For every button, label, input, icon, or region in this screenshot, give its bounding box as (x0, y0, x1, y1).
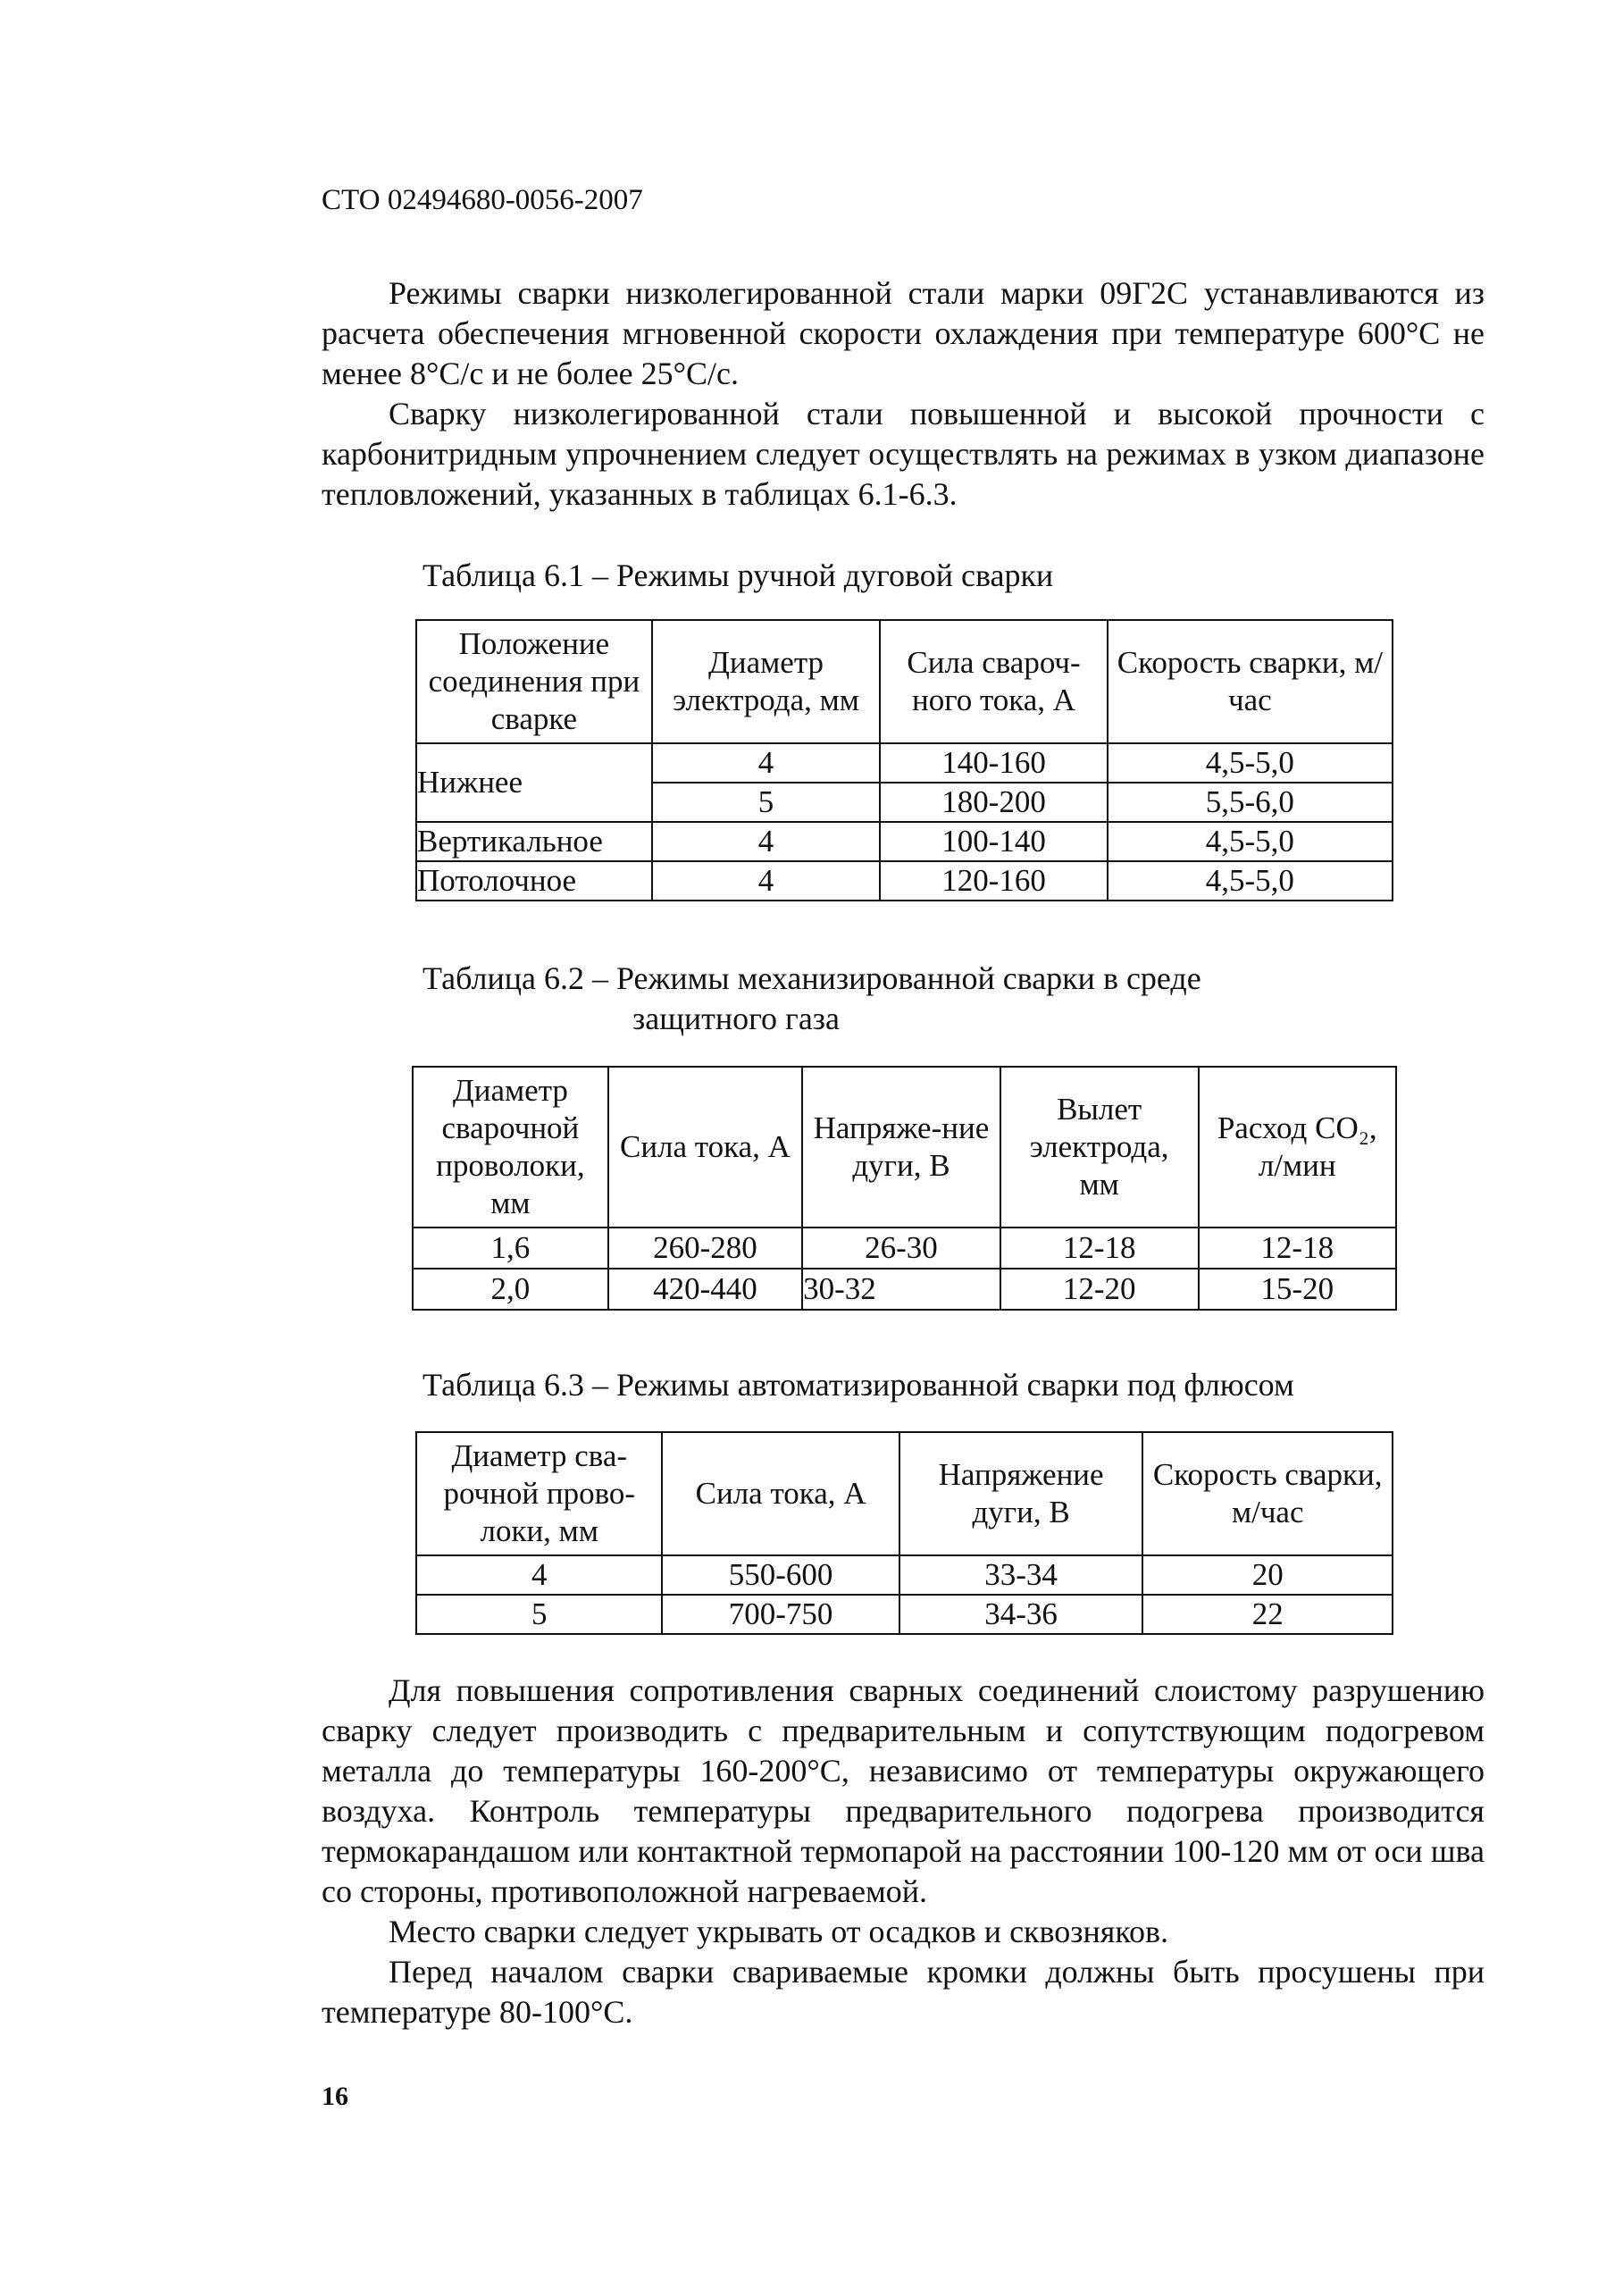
table-cell: 22 (1142, 1595, 1393, 1634)
table-6-2 (412, 1066, 1397, 1311)
table-cell: 4 (652, 861, 881, 901)
closing-paragraphs (322, 1671, 1485, 2032)
header-cell: Скорость сварки, м/час (1108, 620, 1393, 743)
table-cell: 5 (652, 783, 881, 822)
table-cell: 420-440 (608, 1269, 802, 1310)
header-cell: Напряже-ние дуги, В (802, 1067, 1000, 1228)
table-cell: 4 (416, 1555, 662, 1595)
header-cell: Расход CO₂, л/мин (1199, 1067, 1397, 1228)
table-row (416, 1595, 1393, 1634)
page-number: 16 (322, 2082, 348, 2111)
table-cell: 2,0 (413, 1269, 608, 1310)
table-cell: 4,5-5,0 (1108, 822, 1393, 861)
header-cell: Диаметр сва-рочной прово-локи, мм (416, 1432, 662, 1555)
header-cell: Сила свароч-ного тока, А (880, 620, 1107, 743)
table-cell: 100-140 (880, 822, 1107, 861)
table-cell: 12-18 (1000, 1228, 1199, 1269)
table-cell: 33-34 (899, 1555, 1143, 1595)
header-cell: Вылет электрода, мм (1000, 1067, 1199, 1228)
paragraph: Перед началом сварки свариваемые кромки должны быть просушены при температуре 80-100°С. (322, 1954, 1485, 2030)
document-code: СТО 02494680-0056-2007 (322, 184, 643, 216)
table-row (413, 1269, 1396, 1310)
header-cell: Диаметр сварочной проволоки, мм (413, 1067, 608, 1228)
table-cell: 120-160 (880, 861, 1107, 901)
table-row (416, 1555, 1393, 1595)
header-cell: Сила тока, А (662, 1432, 899, 1555)
table-cell: 550-600 (662, 1555, 899, 1595)
caption-line: Таблица 6.2 – Режимы механизированной сварки в среде (422, 960, 1201, 996)
header-cell: Напряжение дуги, В (899, 1432, 1143, 1555)
table-cell: 700-750 (662, 1595, 899, 1634)
table-row (416, 861, 1393, 901)
table-cell: 34-36 (899, 1595, 1143, 1634)
header-cell: Диаметр электрода, мм (652, 620, 881, 743)
table-cell: 4 (652, 743, 881, 783)
intro-paragraph-2 (322, 394, 1485, 515)
table-header-row (416, 620, 1393, 743)
table-cell: 4,5-5,0 (1108, 861, 1393, 901)
paragraph: Режимы сварки низколегированной стали марки 09Г2С устанавливаются из расчета обеспечения мгновенной скорости охлаждения при температуре 600°С не менее 8°С/с и не более 25°С/с. (322, 275, 1485, 391)
table-cell: 5,5-6,0 (1108, 783, 1393, 822)
table-cell: 4,5-5,0 (1108, 743, 1393, 783)
table-cell: 12-18 (1199, 1228, 1397, 1269)
table-cell: 180-200 (880, 783, 1107, 822)
table-header-row (416, 1432, 1393, 1555)
table-cell: Вертикальное (416, 822, 652, 861)
header-cell: Скорость сварки, м/час (1142, 1432, 1393, 1555)
table-row (413, 1228, 1396, 1269)
table-cell: 20 (1142, 1555, 1393, 1595)
caption-line: защитного газа (632, 1001, 840, 1036)
header-cell: Положение соединения при сварке (416, 620, 652, 743)
paragraph: Сварку низколегированной стали повышенной и высокой прочности с карбонитридным упрочнением следует осуществлять на режимах в узком диапазоне тепловложений, указанных в таблицах 6.1-6.3. (322, 396, 1485, 512)
table-cell: Нижнее (416, 743, 652, 822)
table-cell: 140-160 (880, 743, 1107, 783)
table-cell: 12-20 (1000, 1269, 1199, 1310)
paragraph: Место сварки следует укрывать от осадков и сквозняков. (389, 1914, 1168, 1949)
table-cell: 1,6 (413, 1228, 608, 1269)
table-6-1 (415, 619, 1393, 901)
table-cell: 5 (416, 1595, 662, 1634)
table-cell: 15-20 (1199, 1269, 1397, 1310)
table-row (416, 743, 1393, 783)
table-row (416, 822, 1393, 861)
table-cell: Потолочное (416, 861, 652, 901)
table-cell: 30-32 (802, 1269, 1000, 1310)
table-6-2-caption (422, 959, 1201, 1039)
table-cell: 260-280 (608, 1228, 802, 1269)
table-cell: 4 (652, 822, 881, 861)
paragraph: Для повышения сопротивления сварных соединений слоистому разрушению сварку следует производить с предварительным и сопутствующим подогревом металла до температуры 160-200°С, независимо от температуры окружающего воздуха. Контроль температуры предварительного подогрева производится термокарандашом или контактной термопарой на расстоянии 100-120 мм от оси шва со стороны, противоположной нагреваемой. (322, 1672, 1485, 1909)
table-6-3-caption: Таблица 6.3 – Режимы автоматизированной сварки под флюсом (422, 1367, 1294, 1403)
table-6-3 (415, 1431, 1393, 1635)
header-cell: Сила тока, А (608, 1067, 802, 1228)
table-cell: 26-30 (802, 1228, 1000, 1269)
intro-paragraph-1 (322, 273, 1485, 394)
table-header-row (413, 1067, 1396, 1228)
table-6-1-caption: Таблица 6.1 – Режимы ручной дуговой сварки (422, 557, 1054, 593)
